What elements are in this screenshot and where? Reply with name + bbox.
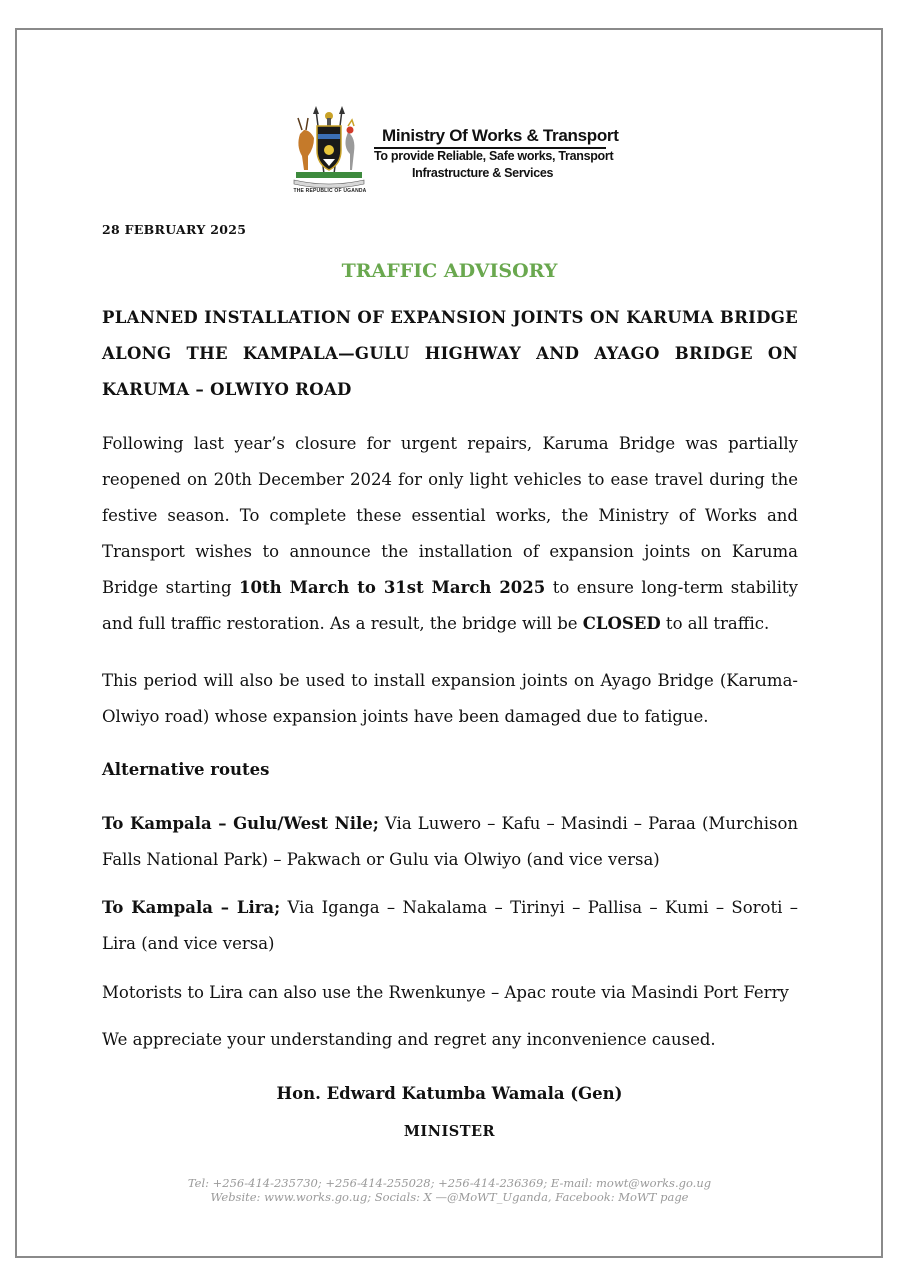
route-label: To Kampala – Gulu/West Nile; (102, 814, 379, 833)
contact-footer (0, 1176, 899, 1204)
document-date: 28 FEBRUARY 2025 (102, 222, 247, 237)
signatory-title: MINISTER (403, 1123, 496, 1140)
closed-status: CLOSED (582, 614, 661, 633)
paragraph-text: Following last year’s closure for urgent repairs, Karuma Bridge was partially reopened on 20th December 2024 for only light vehicles to ease travel during the festive season. To complete these essential works, the Ministry of Works and Transport wishes to announce the installation of expansion joints on Karuma Bridge starting (102, 434, 798, 597)
tagline-line-1: To provide Reliable, Safe works, Transport (374, 149, 614, 163)
route-label: To Kampala – Lira; (102, 898, 281, 917)
paragraph-ferry-route: Motorists to Lira can also use the Rwenkunye – Apac route via Masindi Port Ferry (102, 983, 789, 1002)
advisory-headline: PLANNED INSTALLATION OF EXPANSION JOINTS ON KARUMA BRIDGE ALONG THE KAMPALA—GULU HIGHWAY AND AYAGO BRIDGE ON KARUMA – OLWIYO ROAD (102, 308, 798, 399)
paragraph-text: to ensure long-term stability and full traffic restoration. As a result, the bridge will be (102, 578, 798, 633)
route-text: Via Iganga – Nakalama – Tirinyi – Pallisa – Kumi – Soroti – Lira (and vice versa) (102, 898, 798, 953)
tagline-line-2: Infrastructure & Services (412, 166, 554, 180)
route-kampala-lira (102, 890, 798, 962)
ministry-name: Ministry Of Works & Transport (382, 126, 619, 145)
crest-caption: THE REPUBLIC OF UGANDA (293, 188, 367, 194)
paragraph-closure-notice (102, 426, 798, 642)
paragraph-ayago-bridge: This period will also be used to install expansion joints on Ayago Bridge (Karuma-Olwiyo road) whose expansion joints have been damaged due to fatigue. (102, 671, 798, 726)
route-kampala-gulu (102, 806, 798, 878)
closure-dates: 10th March to 31st March 2025 (239, 578, 546, 597)
footer-web-line: Website: www.works.go.ug; Socials: X —@MoWT_Uganda, Facebook: MoWT page (210, 1190, 689, 1204)
advisory-title: TRAFFIC ADVISORY (341, 260, 558, 282)
paragraph-apology: We appreciate your understanding and regret any inconvenience caused. (102, 1030, 716, 1049)
uganda-coat-of-arms-icon (290, 104, 368, 190)
paragraph-text: to all traffic. (660, 614, 770, 633)
page-border (15, 28, 883, 1258)
alternative-routes-heading: Alternative routes (102, 760, 270, 779)
signatory-name: Hon. Edward Katumba Wamala (Gen) (276, 1084, 623, 1103)
footer-contact-line: Tel: +256-414-235730; +256-414-255028; +256-414-236369; E-mail: mowt@works.go.ug (187, 1176, 712, 1190)
route-text: Via Luwero – Kafu – Masindi – Paraa (Murchison Falls National Park) – Pakwach or Gulu via Olwiyo (and vice versa) (102, 814, 798, 869)
letterhead (290, 104, 630, 196)
